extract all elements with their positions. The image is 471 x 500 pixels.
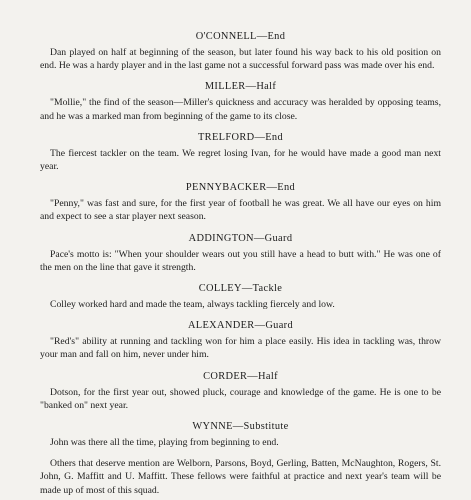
player-entry-oconnell xyxy=(40,30,441,72)
player-description: "Red's" ability at running and tackling won for him a place easily. His idea in tackling was, throw your man and fall on him, never under him. xyxy=(40,336,441,361)
player-description: Pace's motto is: "When your shoulder wears out you still have a head to butt with." He was one of the men on the line that gave it strength. xyxy=(40,248,441,273)
player-entry-corder xyxy=(40,370,441,412)
player-heading: WYNNE—Substitute xyxy=(192,421,289,433)
player-heading: ADDINGTON—Guard xyxy=(188,232,293,244)
player-entry-colley xyxy=(40,282,441,311)
player-description: "Penny," was fast and sure, for the first year of football he was great. We all have our eyes on him and expect to see a star player next season. xyxy=(40,198,441,223)
player-entry-addington xyxy=(40,232,441,274)
player-heading: O'CONNELL—End xyxy=(195,31,286,42)
player-heading: ALEXANDER—Guard xyxy=(187,320,294,332)
closing-paragraph: Others that deserve mention are Welborn, Parsons, Boyd, Gerling, Batten, McNaughton, Rogers, St. John, G. Maffitt and U. Maffitt. These fellows were faithful at practice and next year's team will be made up of most of this squad. xyxy=(40,458,441,496)
player-entry-wynne xyxy=(40,420,441,449)
player-description: The fiercest tackler on the team. We regret losing Ivan, for he would have made a good man next year. xyxy=(40,147,441,173)
player-entry-alexander xyxy=(40,319,441,361)
player-heading: TRELFORD—End xyxy=(197,131,284,143)
player-entry-pennybacker xyxy=(40,181,441,223)
player-heading: MILLER—Half xyxy=(204,81,277,93)
player-heading: CORDER—Half xyxy=(203,370,278,382)
player-description: John was there all the time, playing from beginning to end. xyxy=(50,437,279,449)
player-description: Dotson, for the first year out, showed pluck, courage and knowledge of the game. He is one to be "banked on" next year. xyxy=(40,386,441,411)
player-entry-trelford xyxy=(40,131,441,173)
player-heading: COLLEY—Tackle xyxy=(198,283,283,295)
player-description: "Mollie," the find of the season—Miller's quickness and accuracy was heralded by opposing teams, and he was a marked man from beginning of the game to its close. xyxy=(40,97,441,122)
player-heading: PENNYBACKER—End xyxy=(185,182,296,194)
player-description: Dan played on half at beginning of the season, but later found his way back to his old position on end. He was a hardy player and in the last game not a successful forward pass was made over his end. xyxy=(40,47,441,72)
player-entry-miller xyxy=(40,80,441,122)
player-description: Colley worked hard and made the team, always tackling fiercely and low. xyxy=(50,299,335,311)
